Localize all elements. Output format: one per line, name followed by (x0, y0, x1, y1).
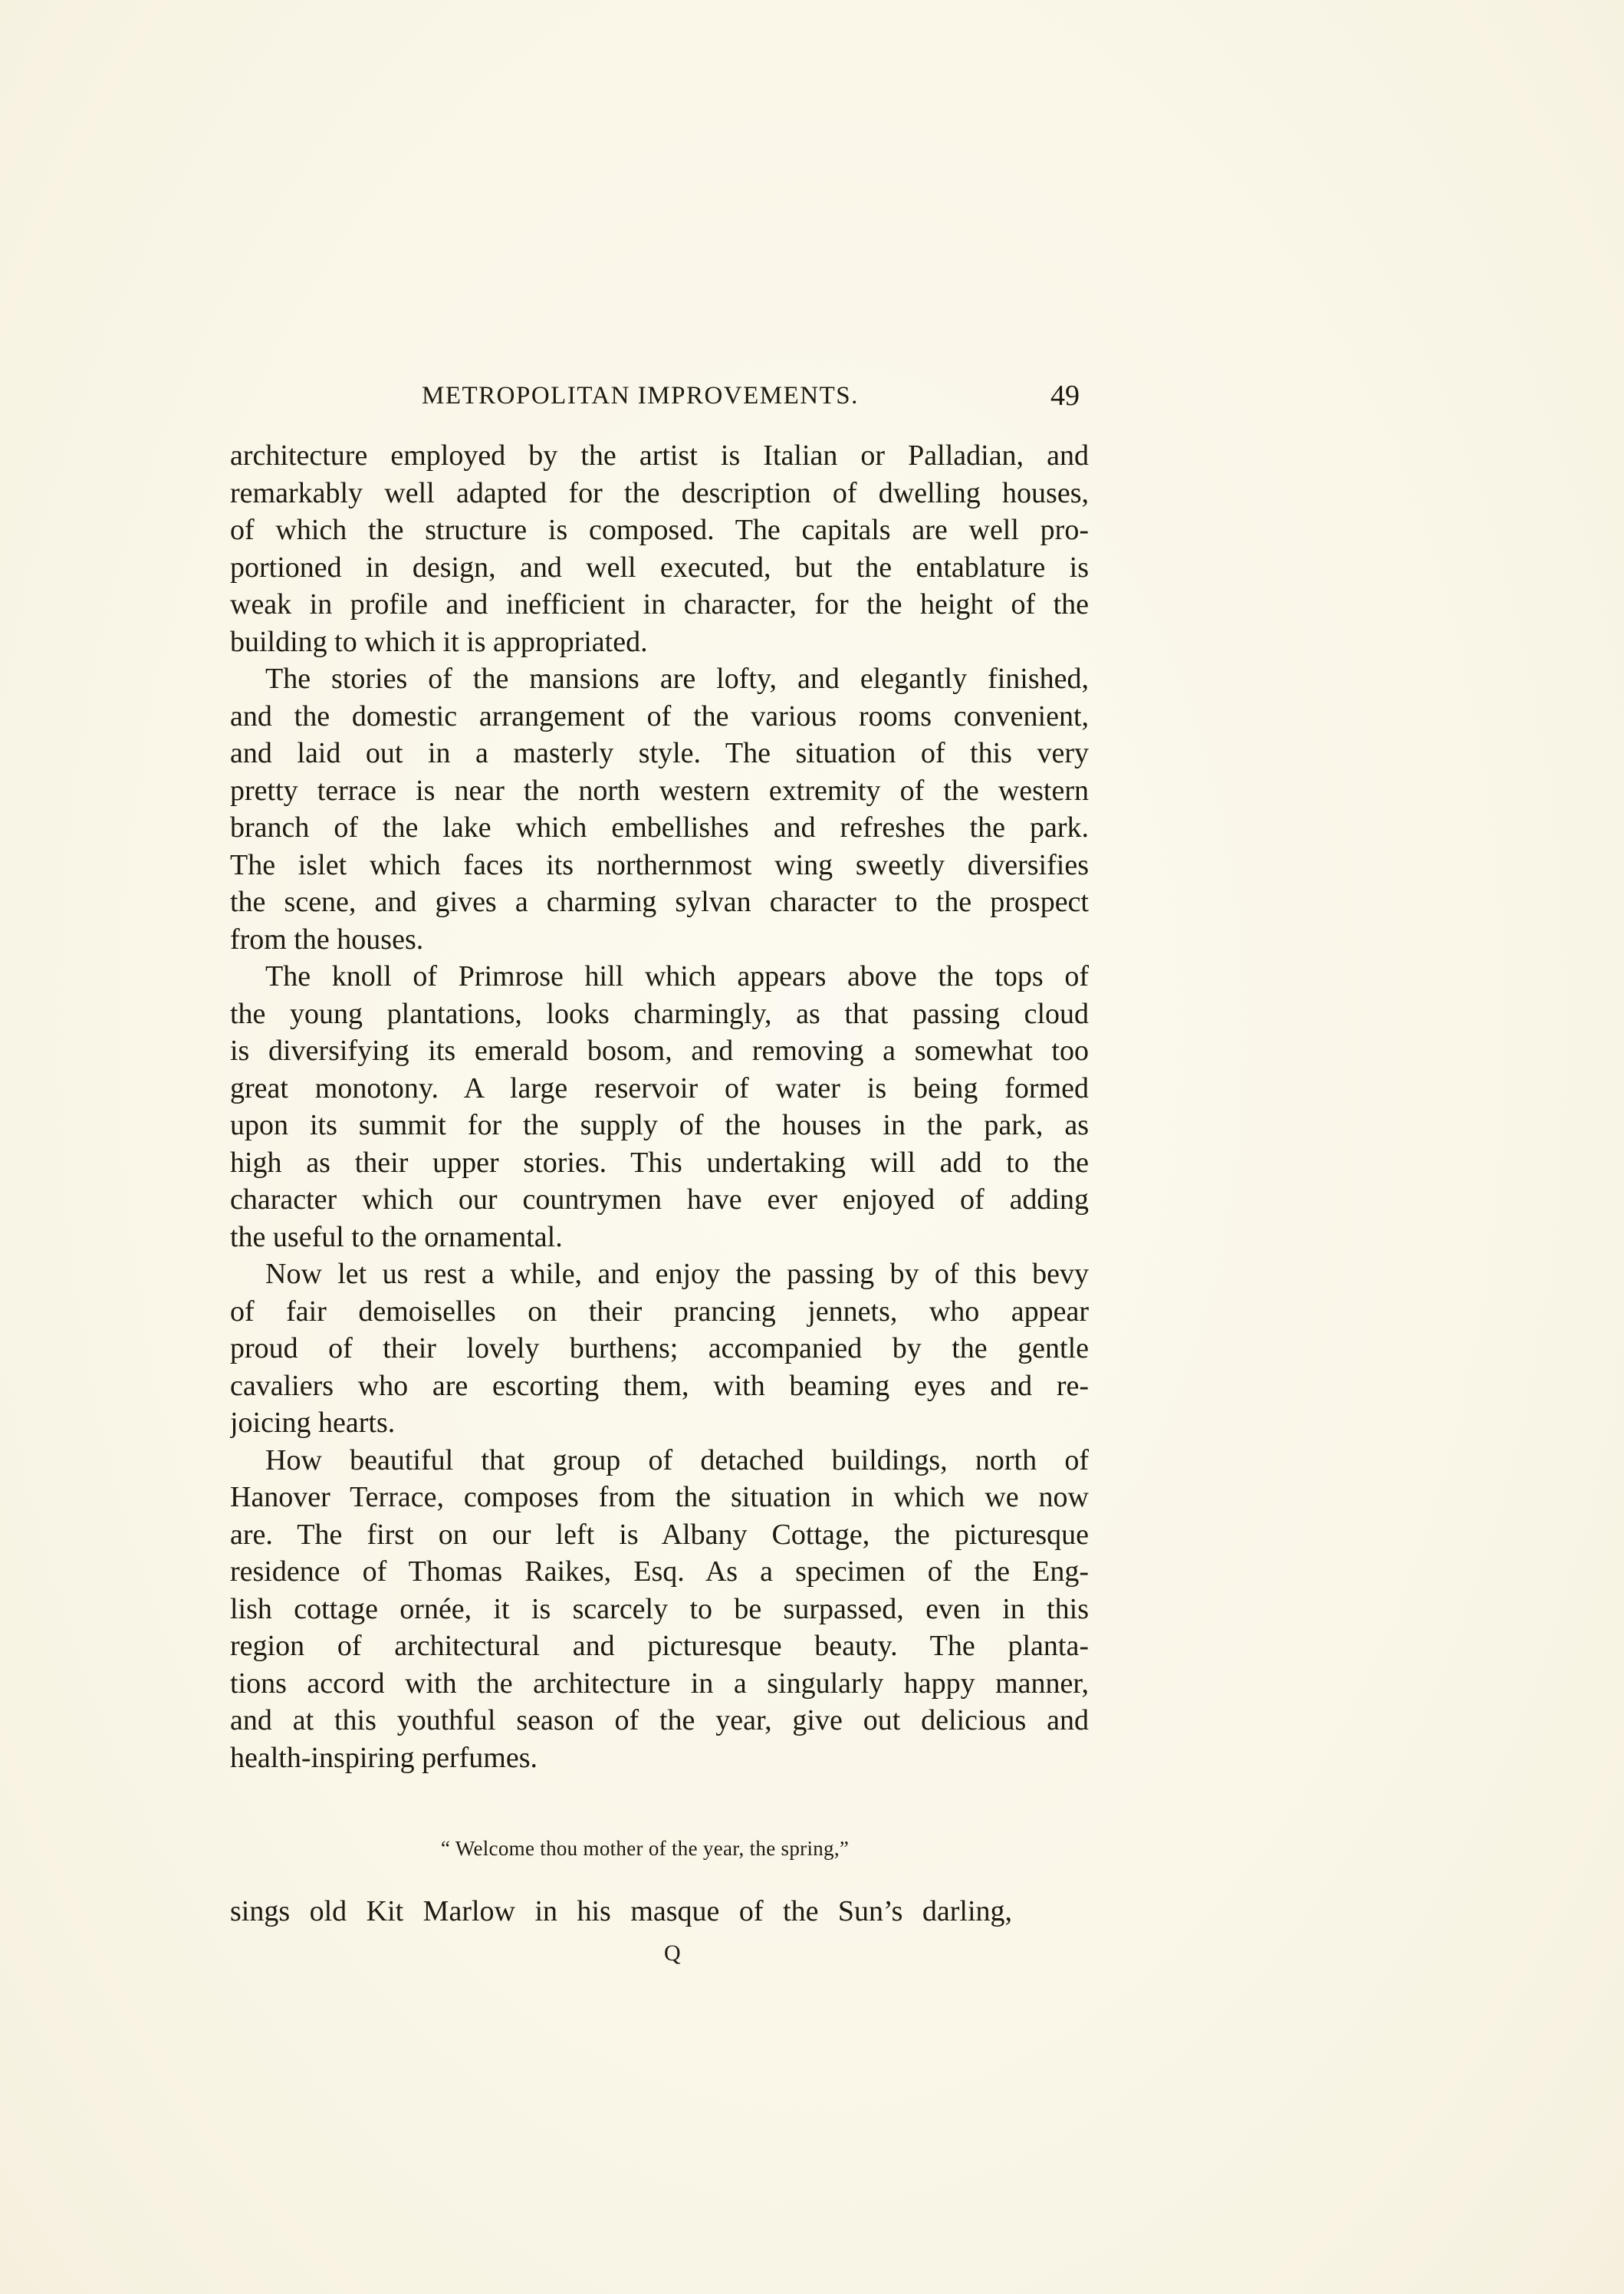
text-line: and at this youthful season of the year, give out delicious and (230, 1704, 1089, 1736)
signature-mark: Q (664, 1940, 681, 1966)
text-line: region of architectural and picturesque beauty. The planta- (230, 1630, 1089, 1662)
text-line: The islet which faces its northernmost wing sweetly diversifies (230, 848, 1089, 881)
text-line: Hanover Terrace, composes from the situation in which we now (230, 1481, 1089, 1513)
text-line: of which the structure is composed. The capitals are well pro- (230, 514, 1089, 546)
text-line: is diversifying its emerald bosom, and removing a somewhat too (230, 1035, 1089, 1067)
text-line: The stories of the mansions are lofty, and elegantly finished, (265, 663, 1089, 695)
text-line: branch of the lake which embellishes and refreshes the park. (230, 811, 1089, 844)
text-line: the young plantations, looks charmingly, as that passing cloud (230, 997, 1089, 1030)
text-line: tions accord with the architecture in a singularly happy manner, (230, 1667, 1089, 1700)
text-line: Now let us rest a while, and enjoy the passing by of this bevy (265, 1258, 1089, 1290)
text-line: building to which it is appropriated. (230, 625, 648, 658)
text-line: architecture employed by the artist is Italian or Palladian, and (230, 439, 1089, 472)
text-line: pretty terrace is near the north western extremity of the western (230, 774, 1089, 807)
body-text-continuation: sings old Kit Marlow in his masque of the Sun’s darling, (230, 1895, 1012, 1927)
text-line: character which our countrymen have ever enjoyed of adding (230, 1183, 1089, 1216)
text-line: lish cottage ornée, it is scarcely to be surpassed, even in this (230, 1592, 1089, 1625)
text-line: remarkably well adapted for the description of dwelling houses, (230, 476, 1089, 509)
page-number: 49 (1050, 380, 1080, 412)
text-line: and the domestic arrangement of the various rooms convenient, (230, 699, 1089, 732)
running-head (230, 382, 1089, 420)
text-line: the scene, and gives a charming sylvan character to the prospect (230, 886, 1089, 918)
verse-quotation: “ Welcome thou mother of the year, the spring,” (441, 1837, 850, 1860)
text-line: proud of their lovely burthens; accompanied by the gentle (230, 1332, 1089, 1364)
text-line: great monotony. A large reservoir of water is being formed (230, 1071, 1089, 1104)
text-line: residence of Thomas Raikes, Esq. As a specimen of the Eng- (230, 1555, 1089, 1588)
text-line: How beautiful that group of detached buildings, north of (265, 1443, 1089, 1476)
text-line: health-inspiring perfumes. (230, 1741, 538, 1774)
text-line: cavaliers who are escorting them, with beaming eyes and re- (230, 1369, 1089, 1402)
text-line: from the houses. (230, 923, 424, 956)
body-text (230, 437, 1089, 1776)
text-line: are. The first on our left is Albany Cottage, the picturesque (230, 1518, 1089, 1551)
text-line: The knoll of Primrose hill which appears above the tops of (265, 960, 1089, 992)
text-line: high as their upper stories. This undertaking will add to the (230, 1146, 1089, 1179)
text-line: portioned in design, and well executed, but the entablature is (230, 551, 1089, 584)
text-line: weak in profile and inefficient in character, for the height of the (230, 588, 1089, 620)
text-line: and laid out in a masterly style. The situation of this very (230, 737, 1089, 769)
running-head-title: METROPOLITAN IMPROVEMENTS. (422, 382, 859, 410)
text-line: the useful to the ornamental. (230, 1220, 563, 1253)
text-line: joicing hearts. (230, 1407, 396, 1439)
text-line: upon its summit for the supply of the houses in the park, as (230, 1109, 1089, 1141)
text-line: of fair demoiselles on their prancing jennets, who appear (230, 1295, 1089, 1328)
